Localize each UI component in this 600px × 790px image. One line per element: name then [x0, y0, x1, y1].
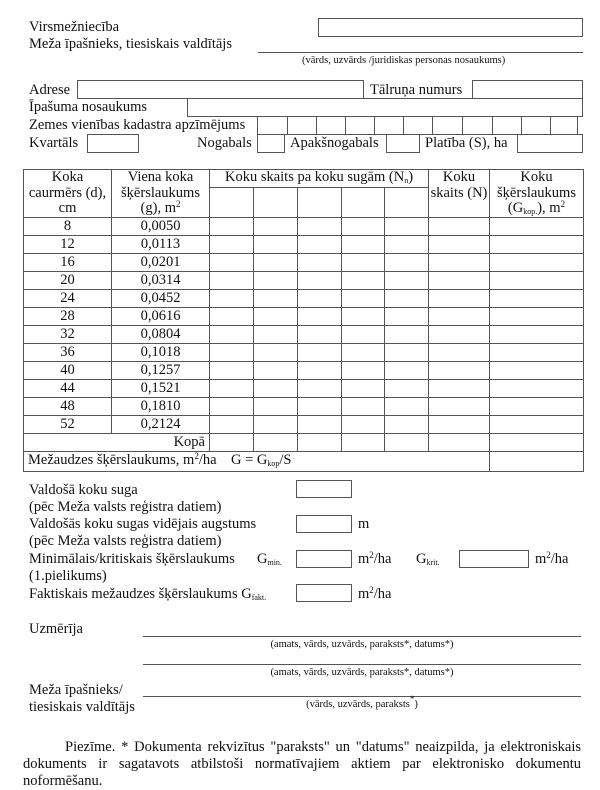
total-cell[interactable] — [429, 433, 490, 451]
cadastre-cell[interactable] — [316, 116, 346, 135]
species-count-cell[interactable] — [342, 415, 385, 433]
col-header-line: skaits (N) — [430, 184, 488, 201]
count-cell[interactable] — [429, 235, 490, 253]
min-crit-note: (1.pielikums) — [29, 568, 107, 584]
total-area-cell[interactable] — [490, 343, 584, 361]
avg-height-field[interactable] — [296, 515, 352, 533]
cadastre-cell[interactable] — [550, 116, 578, 135]
owner-sign-hint: (vārds, uzvārds, paraksts*) — [306, 694, 418, 710]
total-cell[interactable] — [298, 433, 342, 451]
count-cell[interactable] — [429, 307, 490, 325]
nogabals-label: Nogabals — [197, 135, 252, 151]
cadastre-cell[interactable] — [374, 116, 404, 135]
species-count-cell[interactable] — [385, 415, 429, 433]
cadastre-cell[interactable] — [345, 116, 375, 135]
property-name-field[interactable] — [187, 98, 583, 117]
gkrit-field[interactable] — [459, 550, 529, 568]
total-area-cell[interactable] — [490, 253, 584, 271]
dominant-species-label: Valdošā koku suga — [29, 482, 138, 498]
species-count-cell[interactable] — [298, 361, 342, 379]
area-cell: 0,0113 — [112, 235, 210, 253]
count-cell[interactable] — [429, 217, 490, 235]
area-cell: 0,0050 — [112, 217, 210, 235]
species-count-cell[interactable] — [385, 271, 429, 289]
table-row — [24, 289, 584, 307]
species-count-cell[interactable] — [385, 325, 429, 343]
table-row — [24, 307, 584, 325]
apaksnogabals-label: Apakšnogabals — [290, 135, 379, 151]
col-header-line: (g), $m^2$ — [140, 199, 181, 216]
species-count-cell[interactable] — [342, 325, 385, 343]
species-count-cell[interactable] — [254, 289, 298, 307]
diameter-cell: 16 — [24, 253, 112, 271]
species-header-cell[interactable] — [342, 187, 385, 217]
min-crit-label: Minimālais/kritiskais šķērslaukums — [29, 551, 235, 567]
species-count-cell[interactable] — [210, 235, 254, 253]
measured-signature-line-2[interactable] — [143, 664, 581, 665]
diameter-cell: 40 — [24, 361, 112, 379]
table-body — [24, 217, 584, 433]
area-cell: 0,0616 — [112, 307, 210, 325]
species-count-cell[interactable] — [298, 415, 342, 433]
cadastre-cell[interactable] — [462, 116, 493, 135]
col-header-line: šķērslaukums — [121, 184, 200, 201]
col-header-line: cm — [58, 200, 77, 216]
species-count-cell[interactable] — [342, 235, 385, 253]
actual-unit: $m^2/ha$ — [358, 585, 392, 602]
species-count-cell[interactable] — [385, 253, 429, 271]
species-count-cell[interactable] — [254, 415, 298, 433]
species-count-cell[interactable] — [342, 343, 385, 361]
total-area-cell[interactable] — [490, 235, 584, 253]
count-cell[interactable] — [429, 397, 490, 415]
species-count-cell[interactable] — [210, 361, 254, 379]
diameter-cell: 20 — [24, 271, 112, 289]
address-field[interactable] — [77, 80, 364, 99]
area-cell: 0,1810 — [112, 397, 210, 415]
col-header-total — [490, 170, 584, 218]
species-count-cell[interactable] — [385, 397, 429, 415]
species-header-cell[interactable] — [298, 187, 342, 217]
table-row — [24, 325, 584, 343]
total-area-cell[interactable] — [490, 379, 584, 397]
table-row — [24, 415, 584, 433]
diameter-cell: 28 — [24, 307, 112, 325]
area-cell: 0,1257 — [112, 361, 210, 379]
species-count-cell[interactable] — [298, 235, 342, 253]
col-header-diameter — [24, 170, 112, 218]
nogabals-field[interactable] — [257, 134, 285, 153]
col-header-area — [112, 170, 210, 218]
dominant-species-field[interactable] — [296, 480, 352, 498]
virsmezn-label: Virsmežniecība — [29, 19, 120, 35]
table-row — [24, 235, 584, 253]
count-cell[interactable] — [429, 343, 490, 361]
count-cell[interactable] — [429, 379, 490, 397]
species-count-cell[interactable] — [254, 397, 298, 415]
species-count-cell[interactable] — [298, 379, 342, 397]
diameter-cell: 32 — [24, 325, 112, 343]
total-cell[interactable] — [385, 433, 429, 451]
table-row — [24, 217, 584, 235]
measured-hint-1: (amats, vārds, uzvārds, paraksts*, datums*) — [270, 639, 454, 650]
owner-label: Meža īpašnieks, tiesiskais valdītājs — [29, 36, 232, 52]
col-header-line: šķērslaukums — [497, 184, 576, 201]
species-count-cell[interactable] — [298, 307, 342, 325]
gkrit-label: $G_{krit.}$ — [416, 551, 440, 567]
gmin-field[interactable] — [296, 550, 352, 568]
total-area-cell[interactable] — [490, 289, 584, 307]
species-count-cell[interactable] — [210, 325, 254, 343]
species-count-cell[interactable] — [254, 271, 298, 289]
species-count-cell[interactable] — [298, 343, 342, 361]
property-name-label: Īpašuma nosaukums — [29, 99, 147, 115]
platiba-label: Platība (S), ha — [425, 135, 508, 151]
species-count-cell[interactable] — [210, 379, 254, 397]
total-cell[interactable] — [342, 433, 385, 451]
species-count-cell[interactable] — [298, 217, 342, 235]
species-header-cell[interactable] — [254, 187, 298, 217]
species-count-cell[interactable] — [298, 289, 342, 307]
total-area-cell[interactable] — [490, 397, 584, 415]
species-count-cell[interactable] — [254, 343, 298, 361]
table-row — [24, 253, 584, 271]
count-cell[interactable] — [429, 271, 490, 289]
diameter-cell: 24 — [24, 289, 112, 307]
species-count-cell[interactable] — [298, 397, 342, 415]
phone-field[interactable] — [472, 80, 583, 99]
measured-signature-line-1[interactable] — [143, 636, 581, 637]
table-row — [24, 361, 584, 379]
species-header-cell[interactable] — [210, 187, 254, 217]
species-count-cell[interactable] — [385, 289, 429, 307]
species-count-cell[interactable] — [385, 343, 429, 361]
species-count-cell[interactable] — [254, 253, 298, 271]
summary-label: Mežaudzes šķērslaukums, $m^2/ha$ $G = G_{kop}/S$ — [24, 451, 490, 471]
table-row — [24, 379, 584, 397]
table-row — [24, 271, 584, 289]
species-count-cell[interactable] — [342, 253, 385, 271]
total-row — [24, 433, 584, 451]
species-count-cell[interactable] — [385, 361, 429, 379]
diameter-cell: 48 — [24, 397, 112, 415]
gkrit-unit: $m^2/ha$ — [535, 550, 569, 567]
avg-height-note: (pēc Meža valsts reģistra datiem) — [29, 533, 222, 549]
species-count-cell[interactable] — [210, 253, 254, 271]
kvartals-label: Kvartāls — [29, 135, 79, 151]
summary-row — [24, 451, 584, 471]
area-cell: 0,0804 — [112, 325, 210, 343]
gmin-unit: $m^2/ha$ — [358, 550, 392, 567]
area-cell: 0,0452 — [112, 289, 210, 307]
col-header-line: Viena koka — [127, 169, 194, 185]
area-cell: 0,2124 — [112, 415, 210, 433]
species-count-cell[interactable] — [254, 217, 298, 235]
total-cell[interactable] — [254, 433, 298, 451]
col-header-line: caurmērs (d), — [28, 184, 107, 201]
total-label: Kopā — [24, 433, 210, 451]
owner-signature-line[interactable] — [143, 696, 581, 697]
species-count-cell[interactable] — [254, 325, 298, 343]
avg-height-unit: m — [358, 516, 370, 532]
total-area-cell[interactable] — [490, 217, 584, 235]
species-count-cell[interactable] — [385, 307, 429, 325]
count-cell[interactable] — [429, 361, 490, 379]
summary-value-cell[interactable] — [490, 451, 584, 471]
col-header-count — [429, 170, 490, 218]
species-count-cell[interactable] — [210, 307, 254, 325]
total-area-cell[interactable] — [490, 325, 584, 343]
species-count-cell[interactable] — [254, 307, 298, 325]
col-header-line: Koku — [442, 169, 476, 185]
address-label: Adrese — [29, 82, 71, 98]
species-count-cell[interactable] — [342, 397, 385, 415]
owner-sign-label-2: tiesiskais valdītājs — [29, 699, 135, 715]
species-count-cell[interactable] — [254, 379, 298, 397]
area-cell: 0,1018 — [112, 343, 210, 361]
col-header-line: Koku — [520, 169, 553, 185]
species-count-cell[interactable] — [342, 307, 385, 325]
cadastre-cell[interactable] — [521, 116, 551, 135]
platiba-field[interactable] — [517, 134, 583, 153]
diameter-cell: 36 — [24, 343, 112, 361]
area-cell: 0,0201 — [112, 253, 210, 271]
col-header-species: Koku skaits pa koku sugām $(N_n)$ — [210, 170, 429, 188]
diameter-cell: 44 — [24, 379, 112, 397]
species-count-cell[interactable] — [210, 397, 254, 415]
area-cell: 0,1521 — [112, 379, 210, 397]
count-cell[interactable] — [429, 253, 490, 271]
species-count-cell[interactable] — [342, 289, 385, 307]
cadastre-cell[interactable] — [432, 116, 463, 135]
diameter-cell: 8 — [24, 217, 112, 235]
total-area-cell[interactable] — [490, 361, 584, 379]
footnote: Piezīme. * Dokumenta rekvizītus "paraksts" un "datums" neaizpilda, ja elektroniskais dokuments ir sagatavots atbilstoši normatīvajiem aktiem par elektronisko dokumentu noformēšanu. — [23, 739, 581, 789]
total-area-cell[interactable] — [490, 271, 584, 289]
col-header-line: Koka — [51, 169, 84, 185]
count-cell[interactable] — [429, 289, 490, 307]
total-cell[interactable] — [210, 433, 254, 451]
cadastre-cell[interactable] — [492, 116, 522, 135]
species-count-cell[interactable] — [254, 235, 298, 253]
species-count-cell[interactable] — [210, 271, 254, 289]
species-count-cell[interactable] — [342, 379, 385, 397]
species-count-cell[interactable] — [385, 235, 429, 253]
species-count-cell[interactable] — [210, 415, 254, 433]
cadastre-cell[interactable] — [403, 116, 433, 135]
cadastre-label: Zemes vienības kadastra apzīmējums — [29, 117, 246, 133]
owner-sign-label-1: Meža īpašnieks/ — [29, 682, 123, 698]
area-cell: 0,0314 — [112, 271, 210, 289]
diameter-cell: 12 — [24, 235, 112, 253]
species-count-cell[interactable] — [298, 271, 342, 289]
total-area-cell[interactable] — [490, 307, 584, 325]
col-header-line: $(G_{kop.})$, $m^2$ — [507, 199, 566, 216]
species-count-cell[interactable] — [210, 289, 254, 307]
species-header-cell[interactable] — [385, 187, 429, 217]
dominant-species-note: (pēc Meža valsts reģistra datiem) — [29, 499, 222, 515]
total-area-cell[interactable] — [490, 415, 584, 433]
species-count-cell[interactable] — [254, 361, 298, 379]
virsmezn-field[interactable] — [318, 18, 583, 37]
measured-hint-2: (amats, vārds, uzvārds, paraksts*, datums*) — [270, 667, 454, 678]
count-cell[interactable] — [429, 325, 490, 343]
species-count-cell[interactable] — [385, 217, 429, 235]
total-cell[interactable] — [490, 433, 584, 451]
count-cell[interactable] — [429, 415, 490, 433]
kvartals-field[interactable] — [87, 134, 139, 153]
species-count-cell[interactable] — [385, 379, 429, 397]
species-count-cell[interactable] — [210, 343, 254, 361]
species-count-cell[interactable] — [342, 217, 385, 235]
species-count-cell[interactable] — [298, 325, 342, 343]
actual-field[interactable] — [296, 584, 352, 602]
avg-height-label: Valdošās koku sugas vidējais augstums — [29, 516, 257, 532]
measured-label: Uzmērīja — [29, 621, 83, 637]
cadastre-cells — [257, 116, 578, 135]
diameter-cell: 52 — [24, 415, 112, 433]
cadastre-cell[interactable] — [257, 116, 288, 135]
table-row — [24, 397, 584, 415]
table-row — [24, 343, 584, 361]
apaksnogabals-field[interactable] — [386, 134, 420, 153]
species-count-cell[interactable] — [342, 361, 385, 379]
species-count-cell[interactable] — [298, 253, 342, 271]
owner-field[interactable] — [258, 52, 583, 53]
basal-area-table — [23, 169, 584, 472]
phone-label: Tālruņa numurs — [370, 82, 463, 98]
species-count-cell[interactable] — [342, 271, 385, 289]
owner-hint: (vārds, uzvārds /juridiskas personas nosaukums) — [302, 55, 506, 66]
species-count-cell[interactable] — [210, 217, 254, 235]
gmin-label: $G_{min.}$ — [257, 551, 282, 567]
actual-label: Faktiskais mežaudzes šķērslaukums $G_{fakt.}$ — [29, 586, 267, 602]
cadastre-cell[interactable] — [287, 116, 317, 135]
